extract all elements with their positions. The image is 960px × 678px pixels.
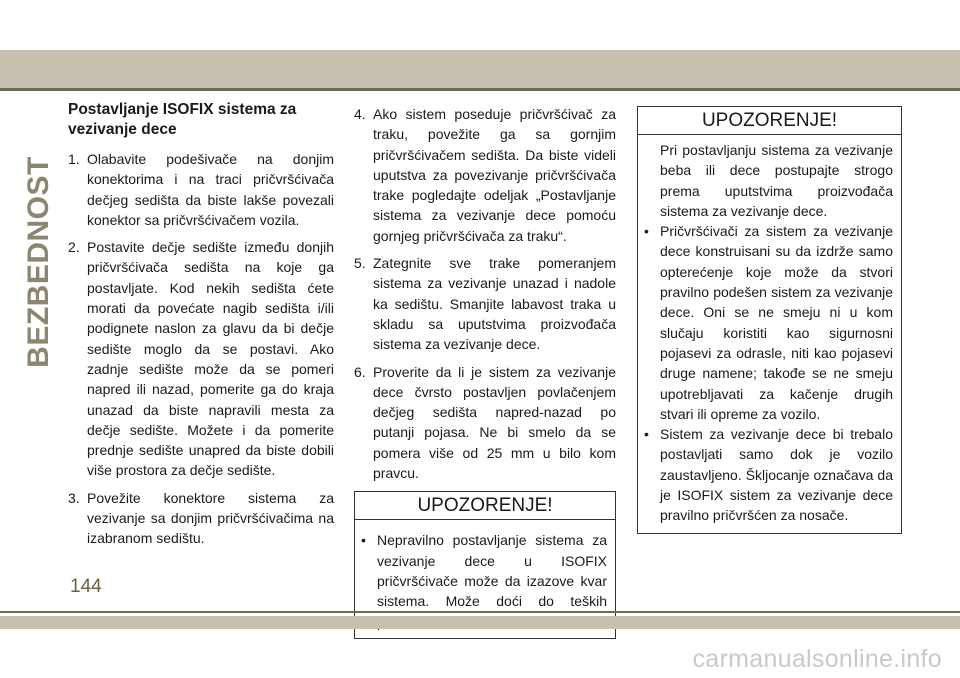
column-middle xyxy=(354,104,616,639)
header-rule xyxy=(0,88,960,91)
footer-rule xyxy=(0,611,960,613)
step-item xyxy=(68,237,334,481)
warning-item xyxy=(644,424,893,525)
section-label: BEZBEDNOST xyxy=(22,156,55,368)
watermark: carmanualsonline.info xyxy=(692,645,942,673)
bullet-icon: • xyxy=(644,223,649,240)
step-text: Povežite konektore sistema za vezivanje sa donjim pričvršćivačima na izabranom sedištu. xyxy=(87,489,334,547)
header-band xyxy=(0,50,960,88)
steps-list-a xyxy=(68,149,334,549)
step-text: Proverite da li je sistem za vezivanje dece čvrsto postavljen povlačenjem dečjeg sedišta napred-nazad po putanji pojasa. Ne bi smelo da se pomera više od 25 mm u bilo kom pravcu. xyxy=(373,363,616,482)
step-number: 6. xyxy=(354,363,366,380)
bullet-icon: • xyxy=(644,426,649,443)
steps-list-b xyxy=(354,104,616,483)
step-item xyxy=(68,488,334,549)
warning-text: Sistem za vezivanje dece bi trebalo postavljati samo dok je vozilo zaustavljeno. Škljocanje označava da je ISOFIX sistem za vezivanje dece pravilno pričvršćen za nosače. xyxy=(660,426,893,524)
page-number: 144 xyxy=(70,576,102,597)
footer-band xyxy=(0,616,960,629)
step-number: 2. xyxy=(68,239,80,256)
step-number: 5. xyxy=(354,255,366,272)
step-text: Ako sistem poseduje pričvršćivač za traku, povežite ga sa gornjim pričvršćivačem sedišta. Da biste videli uputstva za povezivanje pričvršćivača trake pogledajte odeljak „Postavljanje sistema za vezivanje dece pomoću gornjeg pričvršćivača za traku“. xyxy=(373,106,616,244)
bullet-icon: • xyxy=(361,532,366,549)
warning-box-large xyxy=(637,106,902,534)
warning-text: Nepravilno postavljanje sistema za vezivanje dece u ISOFIX pričvršćivače može da izazove kvar sistema. Može doći do teških xyxy=(377,532,607,610)
step-number: 1. xyxy=(68,151,80,167)
warning-item xyxy=(644,221,893,424)
column-left xyxy=(68,100,334,556)
warning-intro: Pri postavljanju sistema za vezivanje beba ili dece postupajte strogo prema uputstvima proizvođača sistema za vezivanje dece. xyxy=(660,142,893,219)
step-item xyxy=(68,149,334,230)
warning-title: UPOZORENJE! xyxy=(638,107,901,135)
column-right xyxy=(637,106,902,534)
warning-body xyxy=(638,135,901,533)
step-item xyxy=(354,362,616,484)
step-number: 3. xyxy=(68,489,80,506)
warning-text: Pričvršćivači za sistem za vezivanje dece konstruisani su da izdrže samo opterećenje koje može da stvori pravilno podešen sistem za vezivanje dece. Oni se ne smeju ni u kom slučaju koristiti kao sigurnosni pojasevi za odrasle, niti kao pojasevi druge namene; takođe se ne smeju upotrebljavati za kačenje drugih stvari ili opreme za vozilo. xyxy=(660,223,893,422)
step-item xyxy=(354,253,616,354)
section-heading: Postavljanje ISOFIX sistema za vezivanje dece xyxy=(68,101,297,138)
step-text: Postavite dečje sedište između donjih pričvršćivača sedišta na koje ga postavljate. Kod nekih sedišta ćete morati da povećate nagib sedišta i/ili podignete naslon za glavu da bi dečje sedište moglo da se postavi. Ako zadnje sedište može da se pomeri napred ili nazad, pomerite ga do kraja unazad da biste napravili mesta za dečje sedište. Možete i da pomerite prednje sedište unapred da biste dobili više prostora za dečje sedište. xyxy=(87,239,334,479)
step-text: Olabavite podešivače na donjim konektorima i na traci pričvršćivača dečjeg sedišta da biste lakše povezali konektor sa pričvršćivačem vozila. xyxy=(87,151,334,228)
step-item xyxy=(354,104,616,246)
step-text: Zategnite sve trake pomeranjem sistema za vezivanje unazad i nadole ka sedištu. Smanjite labavost traka u skladu sa uputstvima proizvođača sistema za vezivanje dece. xyxy=(373,255,616,353)
step-number: 4. xyxy=(354,106,366,122)
warning-title: UPOZORENJE! xyxy=(355,492,615,520)
